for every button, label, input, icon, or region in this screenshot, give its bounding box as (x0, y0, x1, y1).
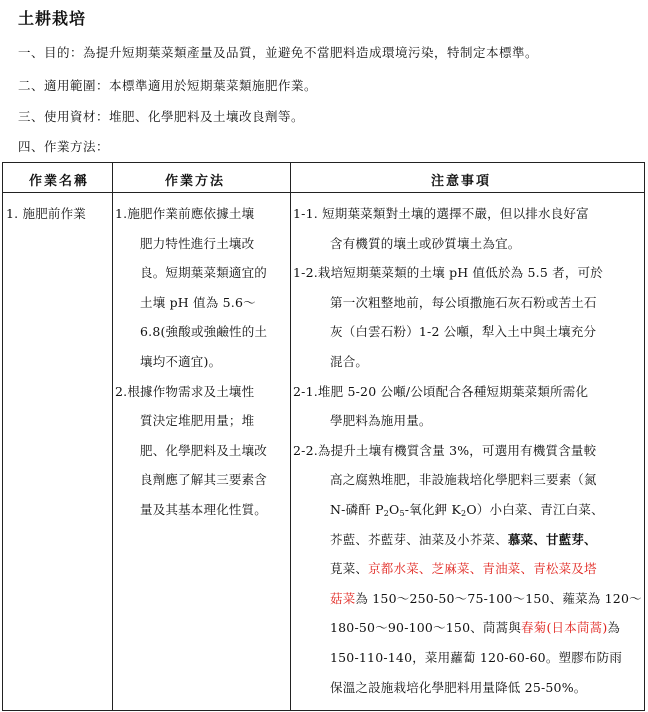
subscript: 5 (399, 508, 405, 518)
page-title: 土耕栽培 (18, 9, 87, 28)
note-text: 為 (607, 620, 621, 636)
note-line: 高之腐熟堆肥，非設施栽培化學肥料三要素（氮 (330, 472, 597, 488)
note-line: 1-1. 短期葉菜類對土壤的選擇不嚴，但以排水良好富 (293, 206, 589, 221)
note-line: 學肥料為施用量。 (330, 413, 432, 429)
note-text: 180-50～90-100～150、茼蒿與 (330, 620, 522, 636)
note-line (293, 554, 643, 584)
method-line: 土壤 pH 值為 5.6～ (140, 294, 256, 310)
task-name-cell: 1. 施肥前作業 (6, 206, 86, 221)
header-task-name: 作業名稱 (29, 174, 90, 189)
note-bold-text: 慕菜、甘藍芽、 (507, 531, 597, 547)
method-line: 1.施肥作業前應依據土壤 (115, 206, 255, 221)
note-text: -氧化鉀 K (404, 501, 462, 517)
notes-cell (293, 199, 643, 702)
section-materials: 三、使用資材：堆肥、化學肥料及土壤改良劑等。 (18, 109, 305, 124)
method-table (2, 162, 645, 711)
note-line: 2-2.為提升土壤有機質含量 3%，可選用有機質含量較 (293, 442, 597, 458)
note-line: 保溫之設施栽培化學肥料用量降低 25-50%。 (330, 679, 587, 695)
table-header-row (3, 163, 644, 193)
method-line: 肥、化學肥料及土壤改 (140, 442, 268, 458)
section-method: 四、作業方法： (18, 139, 110, 154)
note-line: 2-1.堆肥 5-20 公噸/公頃配合各種短期葉菜類所需化 (293, 383, 589, 399)
header-notes: 注意事項 (431, 174, 492, 189)
note-line: 1-2.栽培短期葉菜類的土壤 pH 值低於為 5.5 者，可於 (293, 265, 603, 281)
note-line (293, 584, 643, 614)
method-cell (115, 199, 289, 525)
note-line (293, 613, 643, 643)
section-purpose: 一、目的：為提升短期葉菜類產量及品質，並避免不當肥料造成環境污染，特制定本標準。 (18, 45, 539, 60)
subscript: 2 (461, 508, 467, 518)
note-text: N-磷酐 P (330, 501, 384, 517)
note-line (293, 525, 643, 555)
note-text: 莧菜、 (330, 561, 369, 577)
method-line: 良劑應了解其三要素含 (140, 472, 268, 488)
method-line: 6.8(強酸或強鹼性的土 (140, 324, 268, 340)
method-line: 良。短期葉菜類適宜的 (140, 265, 268, 281)
note-text: 芥藍、芥藍芽、油菜及小芥菜、 (330, 531, 508, 547)
note-highlight-text: 春菊(日本茼蒿) (521, 620, 608, 636)
method-line: 壤均不適宜)。 (140, 353, 222, 369)
method-line: 質決定堆肥用量；堆 (140, 413, 255, 429)
note-line (293, 495, 643, 525)
column-divider (290, 163, 291, 710)
note-highlight-text: 京都水菜、芝麻菜、青油菜、青松菜及塔 (368, 561, 597, 577)
method-line: 肥力特性進行土壤改 (140, 235, 255, 251)
column-divider (112, 163, 113, 710)
note-line: 含有機質的壤土或砂質壤土為宜。 (330, 235, 521, 251)
note-text: O）小白菜、青江白菜、 (466, 501, 604, 517)
method-line: 量及其基本理化性質。 (140, 501, 268, 517)
header-method: 作業方法 (165, 174, 226, 189)
note-text: O (389, 501, 400, 517)
method-line: 2.根據作物需求及土壤性 (115, 383, 255, 399)
subscript: 2 (383, 508, 390, 518)
note-line: 灰（白雲石粉）1-2 公噸，犁入土中與土壤充分 (330, 324, 597, 340)
note-line: 第一次粗整地前，每公頃撒施石灰石粉或苦土石 (330, 294, 597, 310)
note-line: 150-110-140，菜用蘿蔔 120-60-60。塑膠布防雨 (330, 649, 623, 665)
section-scope: 二、適用範圍：本標準適用於短期葉菜類施肥作業。 (18, 78, 318, 93)
note-highlight-text: 菇菜 (330, 590, 356, 606)
note-line: 混合。 (330, 353, 369, 369)
note-text: 為 150～250-50～75-100～150、蕹菜為 120～ (355, 590, 642, 606)
